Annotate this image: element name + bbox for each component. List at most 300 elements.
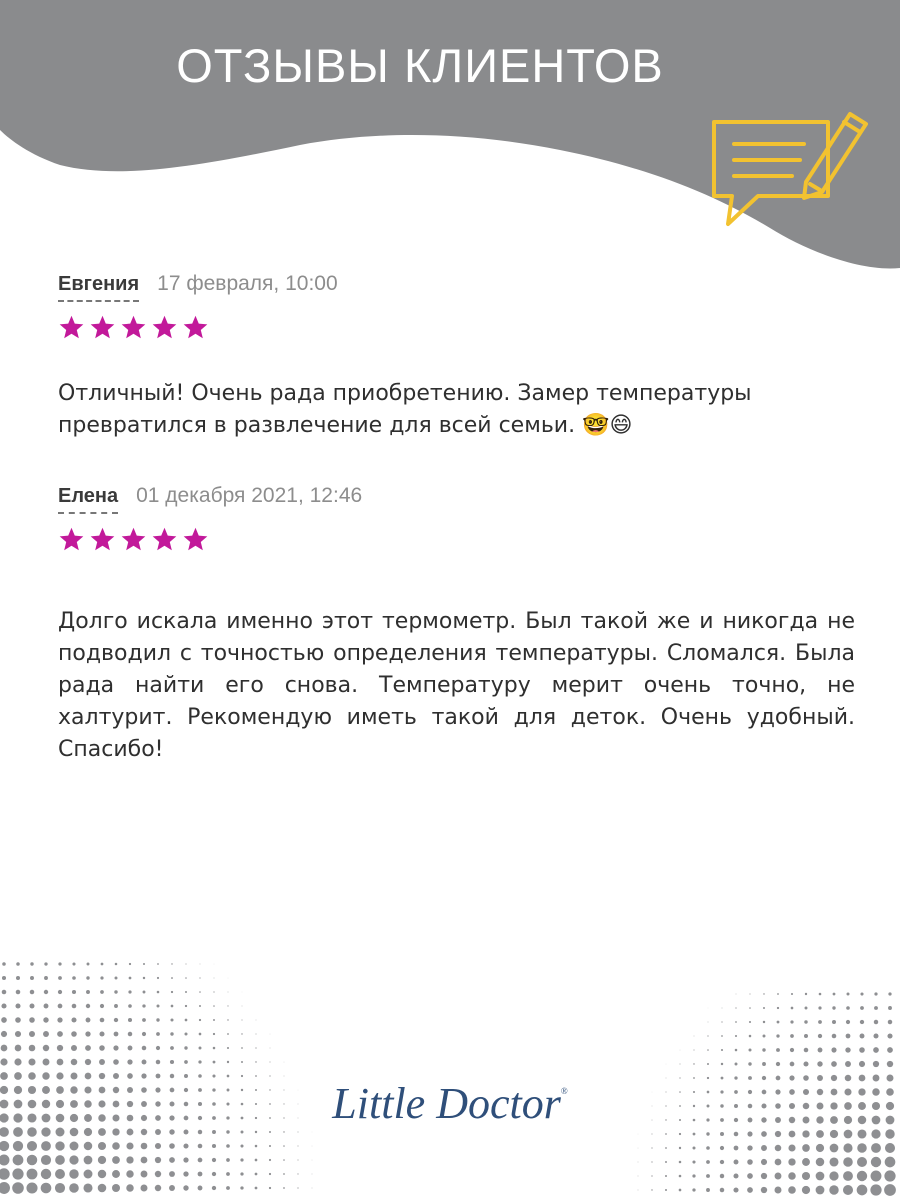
halftone-dot — [55, 1169, 65, 1179]
halftone-dot — [638, 1176, 639, 1177]
halftone-dot — [170, 1046, 174, 1050]
review-date: 17 февраля, 10:00 — [157, 272, 338, 295]
halftone-dot — [242, 1006, 243, 1007]
halftone-dot — [693, 1063, 694, 1064]
halftone-dot — [84, 1156, 93, 1165]
halftone-dot — [816, 1172, 825, 1181]
halftone-dot — [214, 978, 215, 979]
halftone-dot — [761, 1145, 767, 1151]
halftone-dot — [832, 1034, 837, 1039]
halftone-dot — [2, 962, 6, 966]
halftone-dot — [57, 1017, 62, 1022]
halftone-dot — [199, 991, 201, 993]
halftone-dot — [283, 1131, 284, 1132]
halftone-dot — [749, 1035, 752, 1038]
halftone-dot — [98, 1128, 106, 1136]
halftone-dot — [44, 962, 47, 965]
halftone-dot — [789, 1131, 796, 1138]
halftone-dot — [775, 1187, 782, 1194]
star-icon — [120, 314, 147, 341]
halftone-dot — [69, 1169, 78, 1178]
halftone-dot — [72, 962, 75, 965]
review-card — [58, 272, 858, 442]
halftone-dot — [240, 1186, 243, 1189]
halftone-dot — [141, 1171, 148, 1178]
halftone-dot — [857, 1143, 867, 1153]
brand-logo — [0, 1078, 900, 1129]
halftone-dot — [747, 1187, 753, 1193]
halftone-dot — [169, 1143, 175, 1149]
halftone-dot — [706, 1132, 709, 1135]
halftone-dot — [27, 1169, 38, 1180]
halftone-dot — [775, 1173, 782, 1180]
halftone-dot — [143, 991, 146, 994]
halftone-dot — [127, 1059, 132, 1064]
halftone-dot — [679, 1161, 682, 1164]
halftone-dot — [114, 1004, 118, 1008]
halftone-dot — [763, 1035, 766, 1038]
halftone-dot — [41, 1155, 51, 1165]
halftone-dot — [804, 1048, 809, 1053]
halftone-dot — [788, 1172, 796, 1180]
halftone-dot — [169, 1171, 175, 1177]
halftone-dot — [857, 1157, 867, 1167]
halftone-dot — [843, 1171, 853, 1181]
halftone-dot — [817, 1061, 822, 1066]
halftone-dot — [241, 1075, 243, 1077]
halftone-dot — [27, 1155, 37, 1165]
halftone-dot — [818, 1048, 823, 1053]
halftone-dot — [860, 1006, 864, 1010]
halftone-dot — [270, 1048, 271, 1049]
halftone-dot — [762, 1062, 766, 1066]
halftone-dot — [748, 1062, 751, 1065]
star-icon — [89, 314, 116, 341]
halftone-dot — [857, 1171, 867, 1181]
halftone-dot — [775, 1145, 782, 1152]
halftone-dot — [255, 1075, 257, 1077]
review-text: Отличный! Очень рада приобретению. Замер температуры превратился в развлечение для всей семьи. 🤓😄 — [58, 381, 752, 438]
halftone-dot — [651, 1133, 652, 1134]
halftone-dot — [761, 1187, 767, 1193]
halftone-dot — [871, 1157, 881, 1167]
halftone-dot — [679, 1147, 681, 1149]
halftone-dot — [763, 993, 764, 994]
halftone-dot — [171, 991, 173, 993]
halftone-dot — [734, 1132, 739, 1137]
halftone-dot — [2, 976, 6, 980]
halftone-dot — [85, 1059, 91, 1065]
star-icon — [151, 526, 178, 553]
halftone-dot — [71, 1045, 77, 1051]
halftone-dot — [198, 1186, 203, 1191]
halftone-dot — [41, 1141, 51, 1151]
halftone-dot — [747, 1159, 753, 1165]
halftone-dot — [859, 1047, 865, 1053]
halftone-dot — [763, 1021, 765, 1023]
halftone-dot — [873, 1047, 879, 1053]
halftone-dot — [747, 1131, 752, 1136]
halftone-dot — [112, 1170, 120, 1178]
halftone-dot — [297, 1187, 298, 1188]
halftone-dot — [143, 963, 145, 965]
halftone-dot — [860, 992, 863, 995]
halftone-dot — [170, 1018, 173, 1021]
halftone-dot — [816, 1186, 825, 1195]
halftone-dot — [15, 1031, 21, 1037]
halftone-dot — [312, 1160, 313, 1161]
halftone-dot — [98, 1170, 106, 1178]
star-icon — [182, 314, 209, 341]
halftone-dot — [283, 1173, 285, 1175]
halftone-dot — [665, 1175, 667, 1177]
halftone-dot — [665, 1161, 667, 1163]
halftone-dot — [183, 1157, 188, 1162]
halftone-dot — [832, 1006, 835, 1009]
halftone-dot — [680, 1064, 681, 1065]
halftone-dot — [284, 1076, 285, 1077]
halftone-dot — [30, 990, 35, 995]
halftone-dot — [707, 1035, 708, 1036]
halftone-dot — [735, 1035, 737, 1037]
halftone-dot — [874, 992, 877, 995]
halftone-dot — [57, 1059, 64, 1066]
halftone-dot — [213, 991, 214, 992]
halftone-dot — [126, 1184, 134, 1192]
halftone-dot — [763, 1007, 765, 1009]
halftone-dot — [884, 1170, 895, 1181]
halftone-dot — [804, 1020, 807, 1023]
halftone-dot — [171, 1005, 174, 1008]
halftone-dot — [802, 1172, 810, 1180]
halftone-dot — [155, 1129, 161, 1135]
halftone-dot — [871, 1143, 881, 1153]
halftone-dot — [30, 976, 34, 980]
halftone-dot — [16, 990, 21, 995]
halftone-dot — [777, 993, 779, 995]
halftone-dot — [692, 1188, 695, 1191]
halftone-dot — [241, 1047, 243, 1049]
halftone-dot — [269, 1145, 271, 1147]
halftone-dot — [283, 1187, 285, 1189]
halftone-dot — [665, 1189, 667, 1191]
star-icon — [182, 526, 209, 553]
halftone-dot — [142, 1060, 147, 1065]
review-author: Евгения — [58, 273, 139, 302]
halftone-dot — [72, 990, 76, 994]
halftone-dot — [776, 1062, 780, 1066]
halftone-dot — [269, 1075, 270, 1076]
halftone-dot — [157, 991, 160, 994]
halftone-dot — [887, 1047, 893, 1053]
halftone-dot — [777, 1007, 779, 1009]
halftone-dot — [830, 1130, 838, 1138]
halftone-dot — [55, 1183, 65, 1193]
halftone-dot — [241, 1033, 242, 1034]
halftone-dot — [829, 1157, 838, 1166]
halftone-dot — [212, 1172, 216, 1176]
halftone-dot — [298, 1132, 299, 1133]
halftone-dot — [142, 1018, 146, 1022]
brand-registered-mark: ® — [560, 1086, 568, 1096]
halftone-dot — [156, 1032, 160, 1036]
halftone-dot — [255, 1145, 258, 1148]
halftone-dot — [15, 1017, 21, 1023]
halftone-dot — [693, 1133, 696, 1136]
halftone-dot — [720, 1160, 724, 1164]
halftone-dot — [693, 1147, 696, 1150]
halftone-dot — [0, 1168, 10, 1179]
halftone-dot — [240, 1144, 243, 1147]
halftone-dot — [212, 1186, 216, 1190]
halftone-dot — [269, 1187, 271, 1189]
halftone-dot — [0, 1182, 10, 1194]
halftone-dot — [16, 976, 20, 980]
halftone-dot — [256, 1034, 257, 1035]
halftone-dot — [227, 1075, 230, 1078]
halftone-dot — [241, 1131, 244, 1134]
halftone-dot — [843, 1185, 853, 1195]
halftone-dot — [283, 1159, 285, 1161]
halftone-dot — [816, 1130, 824, 1138]
halftone-dot — [170, 1060, 174, 1064]
halftone-dot — [227, 1019, 228, 1020]
halftone-dot — [126, 1156, 133, 1163]
halftone-dot — [873, 1033, 878, 1038]
halftone-dot — [57, 1031, 63, 1037]
halftone-dot — [226, 1144, 230, 1148]
halftone-dot — [1, 1017, 7, 1023]
halftone-dot — [1, 1031, 7, 1037]
halftone-dot — [29, 1017, 35, 1023]
halftone-dot — [141, 1143, 148, 1150]
halftone-dot — [297, 1173, 298, 1174]
halftone-dot — [169, 1157, 175, 1163]
halftone-dot — [721, 1021, 722, 1022]
halftone-dot — [680, 1050, 681, 1051]
star-icon — [120, 526, 147, 553]
halftone-dot — [722, 1008, 723, 1009]
halftone-dot — [72, 976, 76, 980]
halftone-dot — [69, 1155, 78, 1164]
halftone-dot — [113, 1045, 118, 1050]
halftone-dot — [790, 1048, 794, 1052]
halftone-dot — [13, 1155, 24, 1166]
halftone-dot — [183, 1185, 188, 1190]
halftone-dot — [749, 1049, 752, 1052]
halftone-dot — [170, 1032, 173, 1035]
halftone-dot — [185, 963, 186, 964]
halftone-dot — [157, 1005, 160, 1008]
halftone-dot — [213, 1061, 216, 1064]
halftone-dot — [155, 1171, 161, 1177]
halftone-dot — [156, 1018, 159, 1021]
halftone-dot — [129, 963, 131, 965]
halftone-dot — [185, 977, 187, 979]
halftone-dot — [270, 1034, 271, 1035]
halftone-dot — [199, 977, 200, 978]
halftone-dot — [15, 1045, 22, 1052]
halftone-dot — [156, 1046, 160, 1050]
halftone-dot — [212, 1158, 216, 1162]
halftone-dot — [57, 1045, 63, 1051]
halftone-dot — [112, 1142, 120, 1150]
halftone-dot — [791, 993, 793, 995]
halftone-dot — [114, 1032, 119, 1037]
halftone-dot — [888, 1020, 893, 1025]
halftone-dot — [71, 1059, 78, 1066]
halftone-dot — [761, 1159, 767, 1165]
halftone-dot — [98, 1156, 106, 1164]
halftone-dot — [44, 990, 48, 994]
halftone-dot — [58, 990, 62, 994]
halftone-dot — [749, 1007, 751, 1009]
halftone-dot — [58, 976, 62, 980]
halftone-dot — [226, 1130, 229, 1133]
halftone-dot — [200, 964, 201, 965]
halftone-dot — [112, 1184, 120, 1192]
halftone-dot — [87, 963, 90, 966]
halftone-dot — [843, 1143, 852, 1152]
star-icon — [151, 314, 178, 341]
halftone-dot — [143, 977, 145, 979]
halftone-dot — [213, 1019, 215, 1021]
halftone-dot — [749, 993, 750, 994]
halftone-dot — [213, 1047, 216, 1050]
halftone-dot — [802, 1158, 810, 1166]
halftone-dot — [86, 990, 90, 994]
halftone-dot — [788, 1144, 795, 1151]
halftone-dot — [16, 962, 20, 966]
halftone-dot — [874, 1020, 878, 1024]
halftone-dot — [805, 1007, 808, 1010]
halftone-dot — [651, 1189, 652, 1190]
halftone-dot — [171, 977, 173, 979]
halftone-dot — [761, 1131, 767, 1137]
halftone-dot — [860, 1020, 864, 1024]
halftone-dot — [818, 1020, 822, 1024]
halftone-dot — [43, 1017, 48, 1022]
halftone-dot — [100, 990, 104, 994]
halftone-dot — [1, 1003, 6, 1008]
halftone-dot — [887, 1061, 893, 1067]
halftone-dot — [85, 1045, 91, 1051]
halftone-dot — [255, 1187, 258, 1190]
halftone-dot — [115, 963, 118, 966]
halftone-dot — [735, 1021, 737, 1023]
halftone-dot — [141, 1185, 148, 1192]
halftone-dot — [13, 1141, 23, 1151]
halftone-dot — [85, 1031, 90, 1036]
halftone-dot — [831, 1061, 837, 1067]
halftone-dot — [651, 1147, 652, 1148]
halftone-dot — [720, 1188, 725, 1193]
star-rating — [58, 526, 858, 556]
review-header — [58, 484, 858, 518]
halftone-dot — [213, 1005, 215, 1007]
halftone-dot — [859, 1061, 865, 1067]
halftone-dot — [100, 1018, 105, 1023]
halftone-dot — [156, 1060, 161, 1065]
halftone-dot — [84, 1128, 92, 1136]
halftone-dot — [86, 1004, 90, 1008]
halftone-dot — [27, 1141, 37, 1151]
halftone-dot — [112, 1156, 120, 1164]
halftone-dot — [69, 1183, 79, 1193]
halftone-dot — [735, 1049, 738, 1052]
review-card — [58, 484, 858, 766]
halftone-dot — [747, 1173, 753, 1179]
halftone-dot — [199, 1047, 202, 1050]
halftone-dot — [706, 1160, 710, 1164]
page-title: ОТЗЫВЫ КЛИЕНТОВ — [176, 39, 664, 92]
halftone-dot — [227, 1047, 229, 1049]
halftone-dot — [12, 1182, 24, 1194]
halftone-dot — [212, 1130, 216, 1134]
halftone-dot — [212, 1144, 216, 1148]
halftone-dot — [720, 1174, 724, 1178]
halftone-dot — [226, 1158, 230, 1162]
halftone-dot — [269, 1173, 271, 1175]
halftone-dot — [71, 1031, 77, 1037]
halftone-dot — [651, 1161, 652, 1162]
halftone-dot — [14, 1058, 21, 1065]
halftone-dot — [55, 1155, 65, 1165]
halftone-dot — [58, 1004, 63, 1009]
halftone-dot — [802, 1186, 810, 1194]
review-date: 01 декабря 2021, 12:46 — [136, 484, 363, 507]
halftone-dot — [128, 1046, 133, 1051]
halftone-dot — [1, 1045, 8, 1052]
halftone-dot — [30, 962, 33, 965]
halftone-dot — [184, 1060, 188, 1064]
halftone-dot — [284, 1062, 285, 1063]
halftone-dot — [297, 1145, 298, 1146]
halftone-dot — [72, 1004, 77, 1009]
halftone-dot — [198, 1144, 203, 1149]
halftone-dot — [888, 1006, 892, 1010]
halftone-dot — [198, 1172, 203, 1177]
halftone-dot — [679, 1133, 681, 1135]
halftone-dot — [269, 1159, 271, 1161]
halftone-dot — [2, 990, 7, 995]
halftone-dot — [241, 1061, 243, 1063]
halftone-dot — [775, 1159, 782, 1166]
halftone-dot — [735, 1007, 736, 1008]
halftone-dot — [694, 1036, 695, 1037]
halftone-dot — [720, 1146, 724, 1150]
halftone-dot — [185, 1005, 187, 1007]
halftone-dot — [885, 1129, 894, 1138]
halftone-dot — [184, 1130, 189, 1135]
halftone-dot — [297, 1159, 298, 1160]
halftone-dot — [832, 1020, 836, 1024]
review-text: Долго искала именно этот термометр. Был такой же и никогда не подводил с точностью определения температуры. Сломался. Была рада найти его снова. Температуру мерит очень точно, не халтурит. Рекомендую иметь такой для деток. Очень удобный. Спасибо! — [58, 609, 855, 762]
halftone-dot — [141, 1129, 147, 1135]
halftone-dot — [720, 1132, 724, 1136]
halftone-dot — [126, 1170, 133, 1177]
halftone-dot — [183, 1171, 188, 1176]
halftone-dot — [142, 1004, 145, 1007]
halftone-dot — [707, 1049, 709, 1051]
halftone-dot — [802, 1144, 810, 1152]
halftone-dot — [227, 1033, 229, 1035]
halftone-dot — [706, 1188, 710, 1192]
halftone-dot — [198, 1158, 203, 1163]
halftone-dot — [99, 1045, 105, 1051]
halftone-dot — [227, 1061, 229, 1063]
halftone-dot — [706, 1146, 710, 1150]
